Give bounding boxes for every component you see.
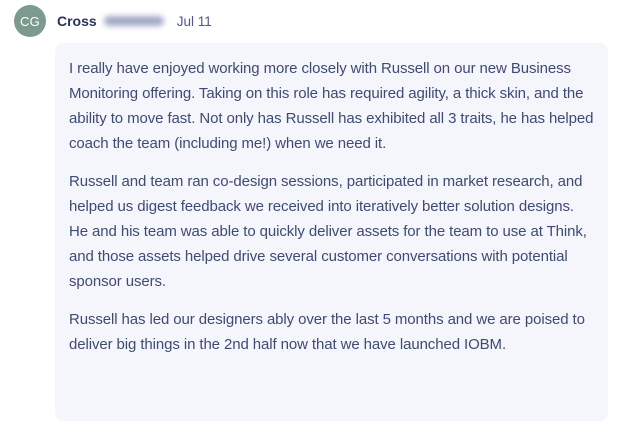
author-name: Cross xyxy=(57,13,97,29)
comment-paragraph: I really have enjoyed working more closely with Russell on our new Business Monitoring offering. Taking on this role has required agility, a thick skin, and the ability to move fast. Not only has Russell has exhibited all 3 traits, he has helped coach the team (including me!) when we need it. xyxy=(69,60,594,152)
avatar xyxy=(14,5,46,37)
redacted-last-name xyxy=(104,16,164,26)
comment-paragraph: Russell has led our designers ably over the last 5 months and we are poised to deliver big things in the 2nd half now that we have launched IOBM. xyxy=(69,311,585,353)
comment-header xyxy=(0,0,623,38)
comment-bubble xyxy=(55,43,608,421)
comment-paragraph: Russell and team ran co-design sessions, participated in market research, and helped us digest feedback we received into iteratively better solution designs. He and his team was able to quickly deliver assets for the team to use at Think, and those assets helped drive several customer conversations with potential sponsor users. xyxy=(69,173,587,290)
comment-date: Jul 11 xyxy=(176,13,212,29)
avatar-initials: CG xyxy=(19,13,41,29)
